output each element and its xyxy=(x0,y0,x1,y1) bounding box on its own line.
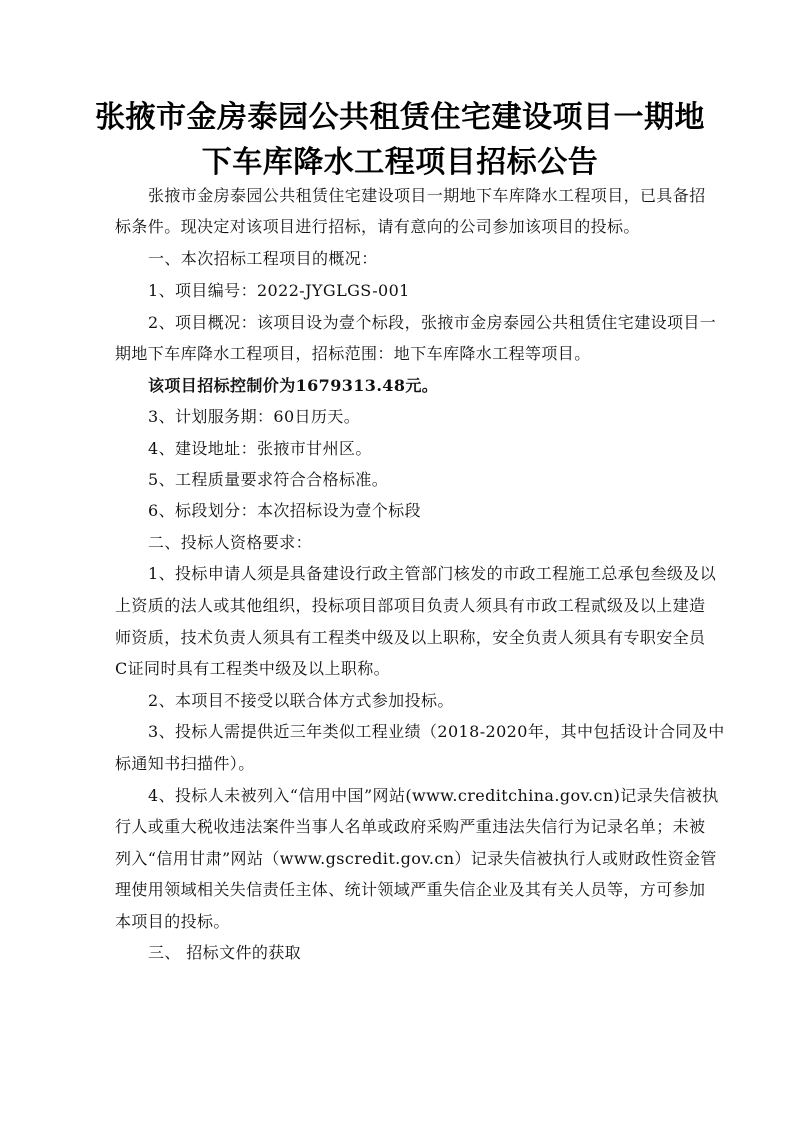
document-title-line-2: 下车库降水工程项目招标公告 xyxy=(201,145,599,180)
requirement-1-line-1: 1、投标申请人须是具备建设行政主管部门核发的市政工程施工总承包叁级及以 xyxy=(148,564,717,583)
requirement-1-line-2: 上资质的法人或其他组织，投标项目部项目负责人须具有市政工程贰级及以上建造 xyxy=(115,596,706,615)
requirement-3-line-2: 标通知书扫描件）。 xyxy=(115,754,255,773)
requirement-4-line-4: 理使用领域相关失信责任主体、统计领域严重失信企业及其有关人员等，方可参加 xyxy=(115,880,706,899)
intro-paragraph-line-1: 张掖市金房泰园公共租赁住宅建设项目一期地下车库降水工程项目，已具备招 xyxy=(148,186,706,205)
section-1-heading: 一、本次招标工程项目的概况： xyxy=(148,249,378,268)
intro-paragraph-line-2: 标条件。现决定对该项目进行招标，请有意向的公司参加该项目的投标。 xyxy=(115,217,640,236)
requirement-4-line-5: 本项目的投标。 xyxy=(115,912,230,931)
requirement-4-line-1: 4、投标人未被列入“信用中国”网站(www.creditchina.gov.cn)记录失信被执 xyxy=(148,786,719,805)
project-overview-line-2: 期地下车库降水工程项目，招标范围：地下车库降水工程等项目。 xyxy=(115,344,591,363)
quality-requirement-item: 5、工程质量要求符合合格标准。 xyxy=(148,470,389,489)
section-2-heading: 二、投标人资格要求： xyxy=(148,533,313,552)
requirement-1-line-3: 师资质，技术负责人须具有工程类中级及以上职称，安全负责人须具有专职安全员 xyxy=(115,628,706,647)
section-3-heading: 三、 招标文件的获取 xyxy=(148,943,302,962)
lot-division-item: 6、标段划分：本次招标设为壹个标段 xyxy=(148,501,421,520)
construction-address-item: 4、建设地址：张掖市甘州区。 xyxy=(148,439,372,458)
requirement-1-line-4: C证同时具有工程类中级及以上职称。 xyxy=(115,659,391,678)
requirement-4-line-2: 行人或重大税收违法案件当事人名单或政府采购严重违法失信行为记录名单；未被 xyxy=(115,817,706,836)
project-number-item: 1、项目编号：2022-JYGLGS-001 xyxy=(148,281,410,300)
control-price-statement: 该项目招标控制价为1679313.48元。 xyxy=(148,376,439,395)
project-overview-line-1: 2、项目概况：该项目设为壹个标段，张掖市金房泰园公共租赁住宅建设项目一 xyxy=(148,313,717,332)
requirement-2: 2、本项目不接受以联合体方式参加投标。 xyxy=(148,691,454,710)
document-title-line-1: 张掖市金房泰园公共租赁住宅建设项目一期地 xyxy=(95,100,705,135)
requirement-4-line-3: 列入“信用甘肃”网站（www.gscredit.gov.cn）记录失信被执行人或财政性资金管 xyxy=(115,849,717,868)
service-period-item: 3、计划服务期：60日历天。 xyxy=(148,407,361,426)
requirement-3-line-1: 3、投标人需提供近三年类似工程业绩（2018-2020年，其中包括设计合同及中 xyxy=(148,722,725,741)
